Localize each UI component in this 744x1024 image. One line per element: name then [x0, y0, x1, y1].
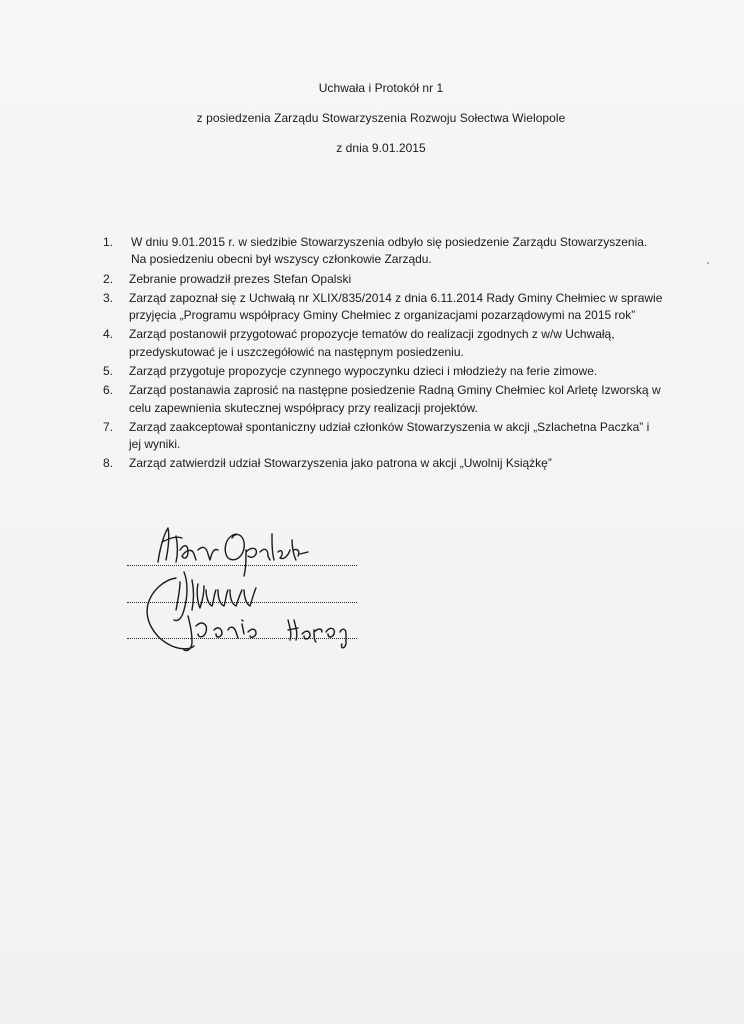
- handwritten-signatures: [118, 520, 378, 670]
- list-item: [103, 363, 663, 380]
- scan-speck: [707, 262, 709, 264]
- list-item: [103, 455, 663, 472]
- item-number: 5.: [103, 364, 114, 379]
- item-text: W dniu 9.01.2015 r. w siedzibie Stowarzyszenia odbyło się posiedzenie Zarządu Stowarzyszenia. Na posiedzeniu obecni był wszyscy członkowie Zarządu.: [131, 235, 648, 267]
- signature-3: [184, 616, 346, 651]
- list-item: [103, 271, 663, 288]
- list-item: [103, 382, 663, 417]
- item-text: Zarząd zaakceptował spontaniczny udział członków Stowarzyszenia w akcji „Szlachetna Paczka” i jej wyniki.: [129, 419, 650, 452]
- list-item: [103, 419, 663, 454]
- document-subtitle: z posiedzenia Zarządu Stowarzyszenia Rozwoju Sołectwa Wielopole: [196, 111, 566, 125]
- item-text: Zarząd postanawia zaprosić na następne posiedzenie Radną Gminy Chełmiec kol Arletę Izworską w celu zapewnienia skutecznej współpracy przy realizacji projektów.: [129, 383, 661, 415]
- item-number: 6.: [103, 383, 114, 398]
- item-text: Zarząd postanowił przygotować propozycje tematów do realizacji zgodnych z w/w Uchwałą, przedyskutować je i uszczegółowić na następnym posiedzeniu.: [129, 327, 615, 359]
- signature-block: [118, 520, 378, 670]
- item-text: Zebranie prowadził prezes Stefan Opalski: [129, 271, 352, 286]
- document-date: z dnia 9.01.2015: [336, 141, 426, 155]
- document-title: Uchwała i Protokół nr 1: [318, 81, 444, 95]
- list-item: [103, 326, 663, 361]
- resolution-items-list: [103, 234, 663, 475]
- item-text: Zarząd przygotuje propozycje czynnego wypoczynku dzieci i młodzieży na ferie zimowe.: [129, 364, 598, 379]
- item-number: 2.: [103, 271, 114, 286]
- item-number: 1.: [103, 235, 114, 249]
- item-text: Zarząd zatwierdził udział Stowarzyszenia jako patrona w akcji „Uwolnij Książkę”: [129, 456, 552, 471]
- item-text: Zarząd zapoznał się z Uchwałą nr XLIX/835/2014 z dnia 6.11.2014 Rady Gminy Chełmiec w sprawie przyjęcia „Programu współpracy Gminy Chełmiec z organizacjami pozarządowymi na 2015 rok”: [129, 290, 663, 323]
- item-number: 8.: [103, 456, 114, 471]
- signature-1: [158, 528, 308, 576]
- list-item: [103, 234, 663, 269]
- item-number: 4.: [103, 327, 114, 342]
- list-item: [103, 290, 663, 325]
- item-number: 3.: [103, 290, 114, 305]
- item-number: 7.: [103, 419, 114, 434]
